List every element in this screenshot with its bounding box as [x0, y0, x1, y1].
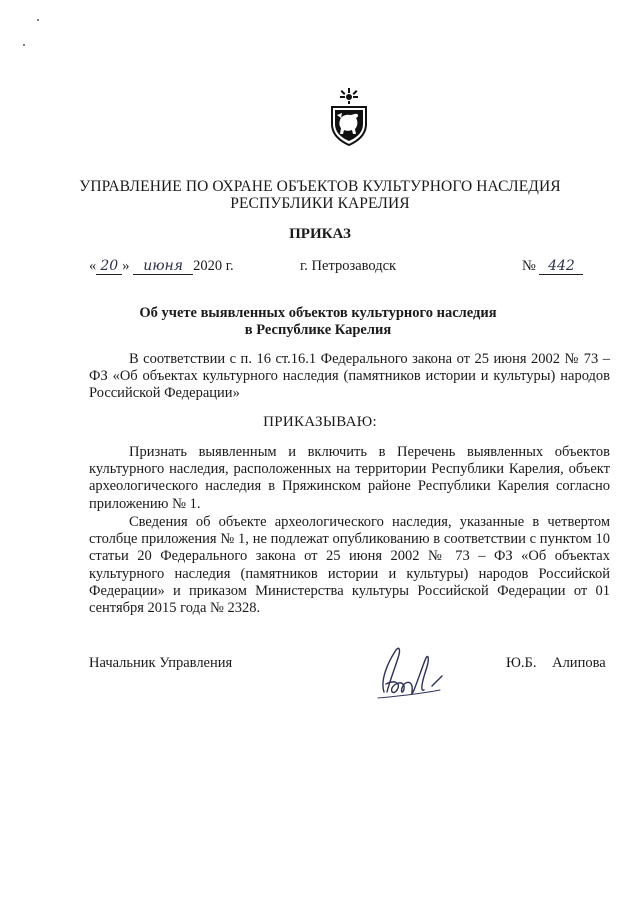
subject-line1: Об учете выявленных объектов культурного наследия [139, 305, 497, 321]
number-label: № [522, 258, 536, 274]
date-month: июня [133, 258, 193, 275]
date-close-quote: » [122, 258, 130, 274]
handwritten-signature [370, 640, 470, 705]
document-date [89, 258, 234, 275]
document-subject [90, 305, 546, 339]
preamble-paragraph: В соответствии с п. 16 ст.16.1 Федерального закона от 25 июня 2002 № 73 – ФЗ «Об объектах культурного наследия (памятников истории и культуры) народов Российской Федерации» [89, 351, 610, 402]
order-word: ПРИКАЗЫВАЮ: [263, 414, 377, 430]
karelia-coat-of-arms-icon [328, 88, 370, 146]
document-number [522, 258, 583, 275]
subject-line2: в Республике Карелия [244, 322, 392, 338]
signatory-name: Ю.Б. Алипова [506, 655, 606, 671]
order-item-1: Признать выявленным и включить в Перечень выявленных объектов культурного наследия, расположенных на территории Республики Карелия, объект археологического наследия в Пряжинском районе Республики Карелия согласно приложению № 1. [89, 444, 610, 512]
signatory-position: Начальник Управления [89, 655, 233, 671]
order-item-2: Сведения об объекте археологического наследия, указанные в четвертом столбце приложения № 1, не подлежат опубликованию в соответствии с пунктом 10 статьи 20 Федерального закона от 25 июня 2002 № 73 – ФЗ «Об объектах культурного наследия (памятников истории и культуры) народов Российской Федерации» и приказом Министерства культуры Российской Федерации от 01 сентября 2015 года № 2328. [89, 514, 610, 617]
date-year: 2020 г. [193, 258, 234, 274]
organization-name-line2: РЕСПУБЛИКИ КАРЕЛИЯ [230, 195, 410, 212]
organization-name-line1: УПРАВЛЕНИЕ ПО ОХРАНЕ ОБЪЕКТОВ КУЛЬТУРНОГО НАСЛЕДИЯ [79, 178, 561, 195]
date-day: 20 [96, 258, 122, 275]
scan-speck [37, 19, 39, 21]
date-open-quote: « [89, 258, 97, 274]
scan-speck [23, 44, 25, 46]
number-value: 442 [539, 258, 583, 275]
document-city: г. Петрозаводск [300, 258, 397, 274]
document-title: ПРИКАЗ [289, 226, 351, 242]
